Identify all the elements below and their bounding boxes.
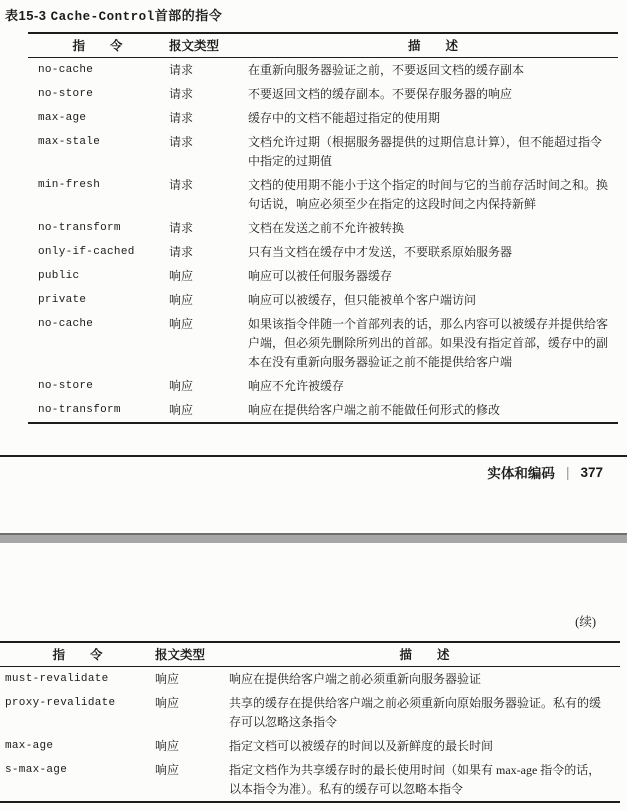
description-cell: 响应在提供给客户端之前不能做任何形式的修改 xyxy=(248,403,501,417)
cache-control-directives-table xyxy=(28,32,618,424)
directive-cell: must-revalidate xyxy=(5,673,109,685)
table-row xyxy=(0,734,620,758)
page-footer xyxy=(487,462,603,482)
footer-page-number: 377 xyxy=(580,464,603,480)
table-caption-label: 表15-3 xyxy=(5,8,47,23)
message-type-cell: 响应 xyxy=(155,763,180,777)
directive-cell: no-transform xyxy=(38,222,121,234)
directive-cell: no-store xyxy=(38,380,94,392)
message-type-cell: 请求 xyxy=(169,87,194,101)
header-directive: 指 令 xyxy=(0,642,155,667)
cache-control-directives-table-continued xyxy=(0,641,620,803)
table-row xyxy=(28,312,618,374)
description-cell: 指定文档可以被缓存的时间以及新鲜度的最长时间 xyxy=(229,739,494,753)
message-type-cell: 响应 xyxy=(155,696,180,710)
description-cell: 如果该指令伴随一个首部列表的话，那么内容可以被缓存并提供给客户端，但必须先删除所列出的首部。如果没有指定首部，缓存中的副本在没有重新向服务器验证之前不能提供给客户端 xyxy=(248,317,609,369)
description-cell: 在重新向服务器验证之前，不要返回文档的缓存副本 xyxy=(248,63,525,77)
directive-cell: max-age xyxy=(38,112,87,124)
directive-cell: private xyxy=(38,294,87,306)
table-row xyxy=(28,58,618,83)
directive-cell: no-transform xyxy=(38,404,121,416)
directive-cell: proxy-revalidate xyxy=(5,697,116,709)
directive-cell: no-cache xyxy=(38,64,94,76)
directive-cell: s-max-age xyxy=(5,764,68,776)
directive-cell: max-age xyxy=(5,740,54,752)
table-continued-marker: (续) xyxy=(575,615,596,629)
page-seam-divider xyxy=(0,533,627,543)
message-type-cell: 请求 xyxy=(169,63,194,77)
table-row xyxy=(28,82,618,106)
message-type-cell: 响应 xyxy=(169,269,194,283)
table-row xyxy=(28,173,618,216)
table-row xyxy=(28,374,618,398)
table-row xyxy=(28,264,618,288)
description-cell: 文档的使用期不能小于这个指定的时间与它的当前存活时间之和。换句话说，响应必须至少在指定的这段时间之内保持新鲜 xyxy=(248,178,609,211)
header-description: 描 述 xyxy=(248,33,618,58)
header-description: 描 述 xyxy=(229,642,620,667)
table-row xyxy=(0,758,620,802)
directive-cell: max-stale xyxy=(38,136,101,148)
table-caption-suffix: 首部的指令 xyxy=(154,8,223,23)
message-type-cell: 响应 xyxy=(169,293,194,307)
description-cell: 响应可以被任何服务器缓存 xyxy=(248,269,393,283)
message-type-cell: 请求 xyxy=(169,221,194,235)
description-cell: 响应在提供给客户端之前必须重新向服务器验证 xyxy=(229,672,482,686)
directive-cell: no-cache xyxy=(38,318,94,330)
footer-rule xyxy=(0,455,627,457)
footer-separator: | xyxy=(566,464,569,480)
table-caption xyxy=(5,5,222,24)
message-type-cell: 请求 xyxy=(169,111,194,125)
table-row xyxy=(28,288,618,312)
table-header-row xyxy=(28,33,618,58)
message-type-cell: 响应 xyxy=(169,317,194,331)
description-cell: 共享的缓存在提供给客户端之前必须重新向原始服务器验证。私有的缓存可以忽略这条指令 xyxy=(229,696,602,729)
table-row xyxy=(28,106,618,130)
table-row xyxy=(0,667,620,692)
description-cell: 响应可以被缓存，但只能被单个客户端访问 xyxy=(248,293,477,307)
directive-cell: no-store xyxy=(38,88,94,100)
message-type-cell: 响应 xyxy=(155,672,180,686)
description-cell: 缓存中的文档不能超过指定的使用期 xyxy=(248,111,441,125)
description-cell: 文档在发送之前不允许被转换 xyxy=(248,221,405,235)
directive-cell: min-fresh xyxy=(38,179,101,191)
table-row xyxy=(28,130,618,173)
table-caption-code: Cache-Control xyxy=(50,10,155,24)
message-type-cell: 请求 xyxy=(169,245,194,259)
table-header-row xyxy=(0,642,620,667)
header-directive: 指 令 xyxy=(28,33,167,58)
table-row xyxy=(28,216,618,240)
directive-cell: only-if-cached xyxy=(38,246,135,258)
table-row xyxy=(28,240,618,264)
directive-cell: public xyxy=(38,270,80,282)
message-type-cell: 请求 xyxy=(169,135,194,149)
description-cell: 指定文档作为共享缓存时的最长使用时间（如果有 max-age 指令的话，以本指令为准）。私有的缓存可以忽略本指令 xyxy=(229,763,601,796)
message-type-cell: 请求 xyxy=(169,178,194,192)
table-row xyxy=(0,691,620,734)
description-cell: 文档允许过期（根据服务器提供的过期信息计算），但不能超过指令中指定的过期值 xyxy=(248,135,603,168)
header-message-type: 报文类型 xyxy=(155,642,229,667)
message-type-cell: 响应 xyxy=(155,739,180,753)
description-cell: 响应不允许被缓存 xyxy=(248,379,345,393)
description-cell: 只有当文档在缓存中才发送，不要联系原始服务器 xyxy=(248,245,513,259)
footer-section-title: 实体和编码 xyxy=(487,466,555,481)
table-row xyxy=(28,398,618,423)
header-message-type: 报文类型 xyxy=(167,33,248,58)
message-type-cell: 响应 xyxy=(169,379,194,393)
description-cell: 不要返回文档的缓存副本。不要保存服务器的响应 xyxy=(248,87,513,101)
message-type-cell: 响应 xyxy=(169,403,194,417)
